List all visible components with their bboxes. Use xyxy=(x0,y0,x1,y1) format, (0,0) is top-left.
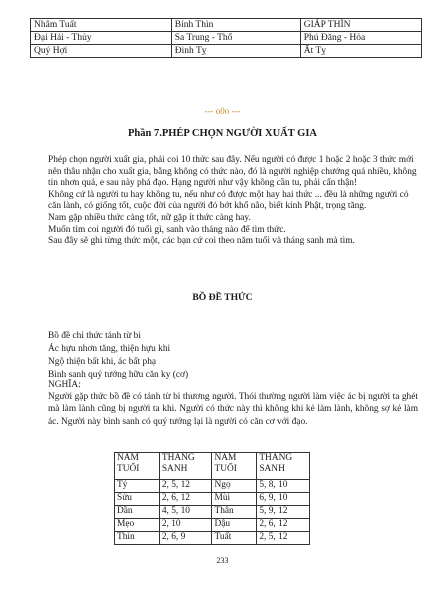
table-row xyxy=(31,19,422,32)
table-cell: Thìn xyxy=(115,532,160,545)
table-cell: Quý Hợi xyxy=(31,45,172,58)
subheading: BỒ ĐỀ THỨC xyxy=(192,292,253,303)
meaning-label: NGHĨA: xyxy=(48,380,81,390)
paragraph: Sau đây sẽ ghi từng thức một, các bạn cứ coi theo năm tuổi và tháng sanh mà tìm. xyxy=(48,236,355,247)
table-cell: Đinh Tỵ xyxy=(171,45,300,58)
table-cell: 5, 8, 10 xyxy=(257,480,310,493)
table-cell: 2, 6, 12 xyxy=(257,519,310,532)
table-cell: 2, 5, 12 xyxy=(257,532,310,545)
poem-line: Bình sanh quý tướng hữu căn ky (cơ) xyxy=(48,370,189,380)
section-heading: Phần 7.PHÉP CHỌN NGƯỜI XUẤT GIA xyxy=(127,128,318,139)
table-cell: 2, 5, 12 xyxy=(159,480,212,493)
paragraph: Muốn tìm coi người đó tuổi gì, sanh vào tháng nào để tìm thức. xyxy=(48,224,286,235)
table-row xyxy=(115,493,310,506)
poem-line: Bồ đề chi thức tánh từ bi xyxy=(48,331,141,341)
paragraph: Phép chọn người xuất gia, phải coi 10 thức sau đây. Nếu người có được 1 hoặc 2 hoặc 3 thức mới nên thâu nhận cho xuất gia, bằng không có thức nào, đó là người nghiệp chướng quá nhiều, không tin nhơn quả, e sau này phá đạo. Hạng người như vậy không cần tu, phải cẩn thận! xyxy=(48,155,417,189)
table-cell: Mẹo xyxy=(115,519,160,532)
table-row xyxy=(115,506,310,519)
table-cell: Sửu xyxy=(115,493,160,506)
section-separator: --- o0o --- xyxy=(204,106,241,116)
meaning-text: Người gặp thức bồ đề có tánh từ bi thương người. Thói thường người làm việc ác bị người ta ghét mà làm lành cũng bị người ta khi. Người có thức này thì không khi kẻ làm lành, không sợ kẻ làm ác. Người này bình sanh có quý tướng lại là người có căn cơ với đạo. xyxy=(48,392,418,427)
table-row xyxy=(115,519,310,532)
table-cell: Đại Hải - Thủy xyxy=(31,32,172,45)
table-cell: Tý xyxy=(115,480,160,493)
table-cell: Ất Tỵ xyxy=(300,45,421,58)
poem-line: Ác hựu nhơn tăng, thiện hựu khi xyxy=(48,344,171,354)
table-cell: Thân xyxy=(212,506,257,519)
table-cell: Tuất xyxy=(212,532,257,545)
table-cell: 4, 5, 10 xyxy=(159,506,212,519)
table-row xyxy=(31,45,422,58)
column-header: THÁNG SANH xyxy=(159,453,212,480)
paragraph: Nam gặp nhiều thức càng tốt, nữ gặp ít thức càng hay. xyxy=(48,212,251,223)
intro-paragraphs xyxy=(48,155,418,248)
birth-month-table xyxy=(114,452,310,545)
poem xyxy=(48,330,418,382)
column-header: THÁNG SANH xyxy=(257,453,310,480)
table-cell: 2, 6, 12 xyxy=(159,493,212,506)
table-cell: 6, 9, 10 xyxy=(257,493,310,506)
table-cell: Sa Trung - Thổ xyxy=(171,32,300,45)
column-header: NĂM TUỔI xyxy=(115,453,160,480)
table-cell: Ngọ xyxy=(212,480,257,493)
table-cell: 2, 10 xyxy=(159,519,212,532)
table-header-row xyxy=(115,453,310,480)
top-table xyxy=(30,18,422,58)
table-cell: Phú Đăng - Hỏa xyxy=(300,32,421,45)
paragraph: Không cứ là người tu hay không tu, nếu như có được một hay hai thức ... đều là những người có căn lành, có giống tốt, cuộc đời của người đó bớt khổ não, biết kính Phật, trọng tăng. xyxy=(48,189,409,212)
table-cell: Dần xyxy=(115,506,160,519)
poem-line: Ngộ thiện bất khi, ác bất phạ xyxy=(48,357,157,367)
table-cell: GIÁP THÌN xyxy=(300,19,421,32)
table-cell: Mùi xyxy=(212,493,257,506)
table-row xyxy=(31,32,422,45)
table-cell: 5, 9, 12 xyxy=(257,506,310,519)
table-row xyxy=(115,480,310,493)
table-cell: Nhâm Tuất xyxy=(31,19,172,32)
column-header: NĂM TUỔI xyxy=(212,453,257,480)
table-cell: 2, 6, 9 xyxy=(159,532,212,545)
page-number: 233 xyxy=(216,556,229,565)
table-row xyxy=(115,532,310,545)
table-cell: Bính Thìn xyxy=(171,19,300,32)
table-cell: Dậu xyxy=(212,519,257,532)
